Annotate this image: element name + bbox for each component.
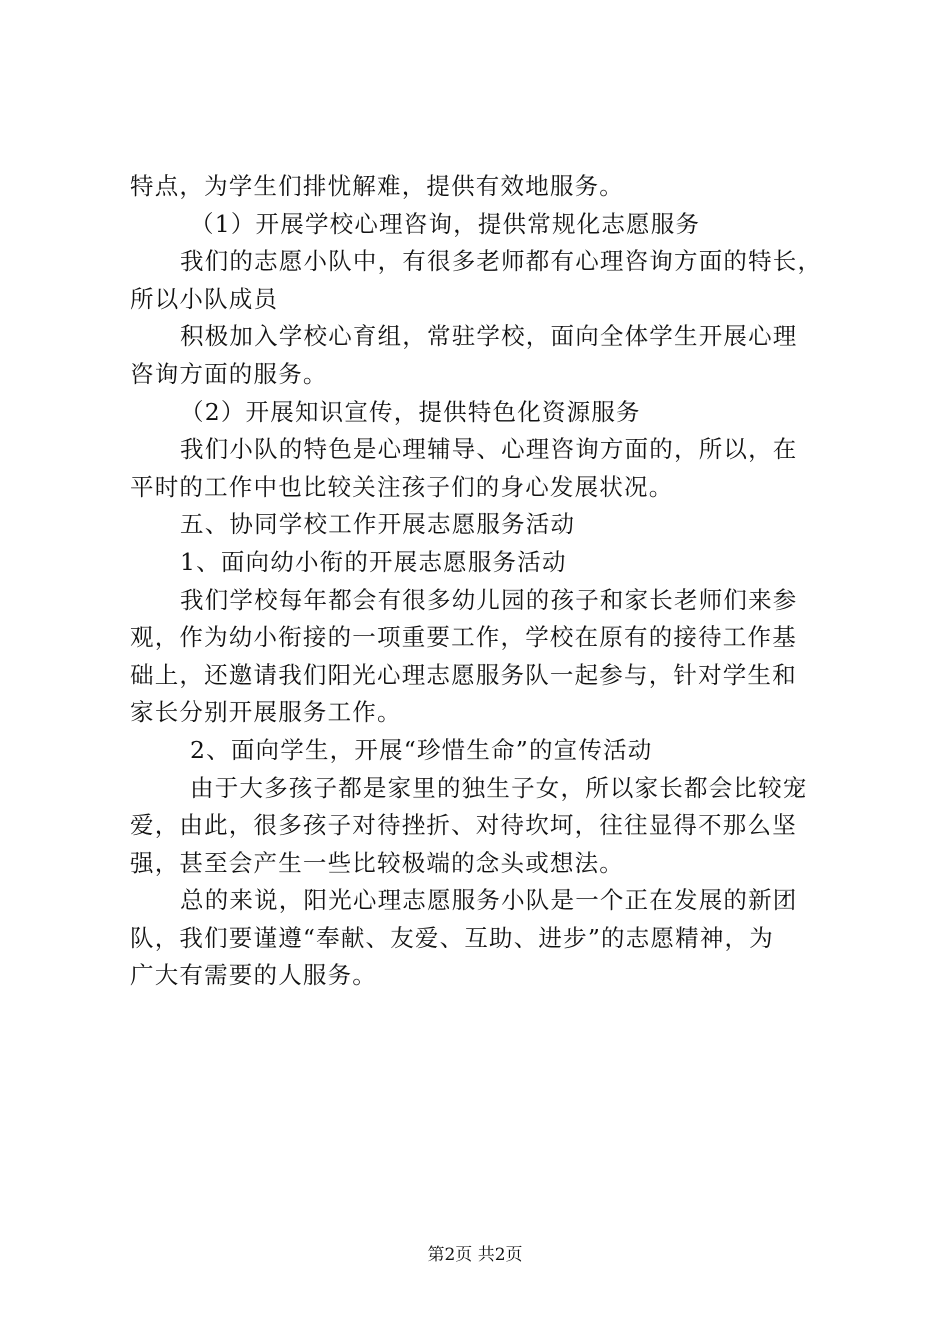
text-line: 我们小队的特色是心理辅导、心理咨询方面的，所以，在 [180, 435, 798, 464]
text-line: 我们的志愿小队中，有很多老师都有心理咨询方面的特长， [180, 247, 823, 276]
text-line: 由于大多孩子都是家里的独生子女，所以家长都会比较宠 [190, 773, 808, 802]
text-line: 总的来说，阳光心理志愿服务小队是一个正在发展的新团 [180, 886, 798, 915]
text-line: 2、面向学生，开展“珍惜生命”的宣传活动 [190, 735, 653, 764]
text-line: 积极加入学校心育组，常驻学校，面向全体学生开展心理 [180, 322, 798, 351]
text-line: 我们学校每年都会有很多幼儿园的孩子和家长老师们来参 [180, 585, 798, 614]
text-line: （2）开展知识宣传，提供特色化资源服务 [180, 397, 641, 426]
text-line: 家长分别开展服务工作。 [130, 698, 402, 727]
text-line: 观，作为幼小衔接的一项重要工作，学校在原有的接待工作基 [130, 623, 797, 652]
text-line: 强，甚至会产生一些比较极端的念头或想法。 [130, 848, 624, 877]
text-line: 1、面向幼小衔的开展志愿服务活动 [180, 547, 567, 576]
text-line: 队，我们要谨遵“奉献、友爱、互助、进步”的志愿精神，为 [130, 923, 774, 952]
page-footer: 第2页 共2页 [427, 1245, 523, 1265]
text-line: （1）开展学校心理咨询，提供常规化志愿服务 [190, 209, 701, 238]
text-line: 特点，为学生们排忧解难，提供有效地服务。 [130, 172, 624, 200]
text-line: 爱，由此，很多孩子对待挫折、对待坎坷，往往显得不那么坚 [130, 811, 797, 840]
text-line: 础上，还邀请我们阳光心理志愿服务队一起参与，针对学生和 [130, 660, 797, 689]
text-line: 咨询方面的服务。 [130, 359, 328, 388]
text-line: 五、协同学校工作开展志愿服务活动 [180, 510, 576, 539]
text-line: 平时的工作中也比较关注孩子们的身心发展状况。 [130, 472, 674, 501]
text-line: 所以小队成员 [130, 284, 279, 313]
document-body [130, 168, 823, 995]
text-line: 广大有需要的人服务。 [130, 961, 377, 990]
